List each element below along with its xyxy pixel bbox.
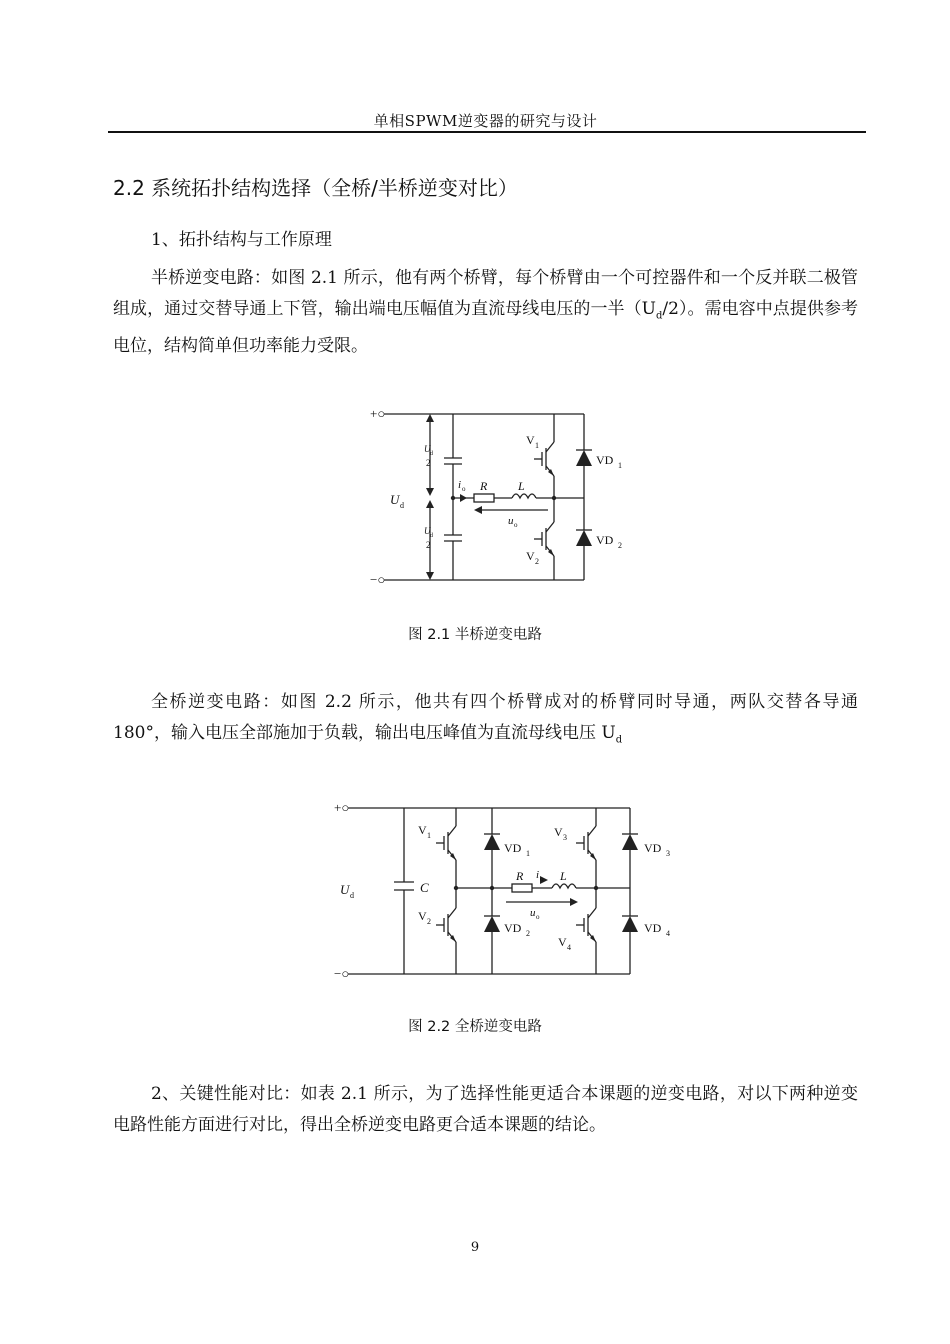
section-title: 2.2 系统拓扑结构选择（全桥/半桥逆变对比）	[113, 176, 518, 200]
current-io-label: i	[458, 479, 462, 491]
ud-label: U	[390, 492, 400, 507]
inductor-l-label: L	[560, 869, 567, 883]
diode-vd2-sub: 2	[618, 541, 622, 550]
switch-v3-label: V	[554, 825, 563, 839]
output-voltage-uo-sub: o	[536, 913, 540, 921]
diode-vd1-sub: 1	[618, 461, 622, 470]
current-io-label: i	[536, 869, 540, 881]
output-voltage-uo-label: u	[508, 515, 514, 527]
switch-v2-sub: 2	[535, 557, 539, 566]
switch-v2-label: V	[526, 549, 535, 563]
switch-v2-label: V	[418, 909, 427, 923]
switch-v4-label: V	[558, 935, 567, 949]
half-bridge-text: 半桥逆变电路：如图 2.1 所示，他有两个桥臂，每个桥臂由一个可控器件和一个反并联二极管组成，通过交替导通上下管，输出端电压幅值为直流母线电压的一半（U	[113, 268, 858, 319]
current-io-sub: o	[540, 875, 544, 883]
resistor-r-label: R	[480, 479, 488, 493]
ud-label-sub: d	[350, 891, 354, 900]
diode-vd1-sub: 1	[526, 849, 530, 858]
diode-vd1-label: VD	[504, 841, 522, 855]
half-voltage-top-num-sub: d	[430, 451, 433, 457]
half-voltage-top-den: 2	[426, 458, 431, 468]
performance-comparison-text: 2、关键性能对比：如表 2.1 所示，为了选择性能更适合本课题的逆变电路，对以下两种逆变电路性能方面进行对比，得出全桥逆变电路更合适本课题的结论。	[113, 1084, 858, 1135]
switch-v3-sub: 3	[563, 833, 567, 842]
diode-vd2-label: VD	[504, 921, 522, 935]
switch-v4-sub: 4	[567, 943, 571, 952]
half-voltage-bottom-num: U	[424, 526, 431, 536]
diode-vd3-label: VD	[644, 841, 662, 855]
switch-v2-sub: 2	[427, 917, 431, 926]
switch-v1-label: V	[418, 823, 427, 837]
inductor-l-label: L	[518, 479, 525, 493]
figure-2-1-caption: 图 2.1 半桥逆变电路	[408, 627, 542, 643]
full-bridge-text: 全桥逆变电路：如图 2.2 所示，他共有四个桥臂成对的桥臂同时导通，两队交替各导通 180°，输入电压全部施加于负载，输出电压峰值为直流母线电压 U	[113, 692, 858, 743]
output-voltage-uo-label: u	[530, 907, 536, 919]
resistor-r-label: R	[516, 869, 524, 883]
diode-vd4-sub: 4	[666, 929, 670, 938]
diode-vd1-label: VD	[596, 453, 614, 467]
switch-v1-sub: 1	[427, 831, 431, 840]
switch-v1-sub: 1	[535, 441, 539, 450]
negative-terminal-label: −○	[370, 572, 386, 587]
diode-vd2-label: VD	[596, 533, 614, 547]
ud-label-sub: d	[400, 501, 404, 510]
ud-subscript: d	[655, 310, 663, 322]
topology-heading-text: 1、拓扑结构与工作原理	[151, 230, 332, 250]
switch-v1-label: V	[526, 433, 535, 447]
output-voltage-uo-sub: o	[514, 521, 518, 529]
half-bridge-text-end: /2）。需电容中点提供参考电位，结构简单但功率能力受限。	[113, 299, 858, 357]
ud-label: U	[340, 882, 350, 897]
running-header: 单相SPWM逆变器的研究与设计	[373, 112, 598, 130]
half-voltage-top-num: U	[424, 444, 431, 454]
half-bridge-circuit-diagram	[370, 402, 650, 592]
paragraph-full-bridge	[113, 687, 858, 755]
paragraph-topology-heading	[113, 225, 858, 256]
page-number: 9	[470, 1240, 480, 1255]
paragraph-performance-comparison	[113, 1079, 858, 1141]
diode-vd2-sub: 2	[526, 929, 530, 938]
paragraph-half-bridge	[113, 263, 858, 362]
capacitor-c-label: C	[420, 880, 429, 895]
header-rule	[108, 131, 866, 133]
positive-terminal-label: +○	[334, 800, 350, 815]
full-bridge-circuit-diagram	[334, 796, 694, 986]
current-io-sub: o	[462, 485, 466, 493]
half-voltage-bottom-den: 2	[426, 540, 431, 550]
diode-vd4-label: VD	[644, 921, 662, 935]
negative-terminal-label: −○	[334, 966, 350, 981]
figure-2-2-caption: 图 2.2 全桥逆变电路	[408, 1019, 542, 1035]
half-voltage-bottom-num-sub: d	[430, 533, 433, 539]
positive-terminal-label: +○	[370, 406, 386, 421]
diode-vd3-sub: 3	[666, 849, 670, 858]
full-bridge-ud-subscript: d	[615, 734, 623, 746]
